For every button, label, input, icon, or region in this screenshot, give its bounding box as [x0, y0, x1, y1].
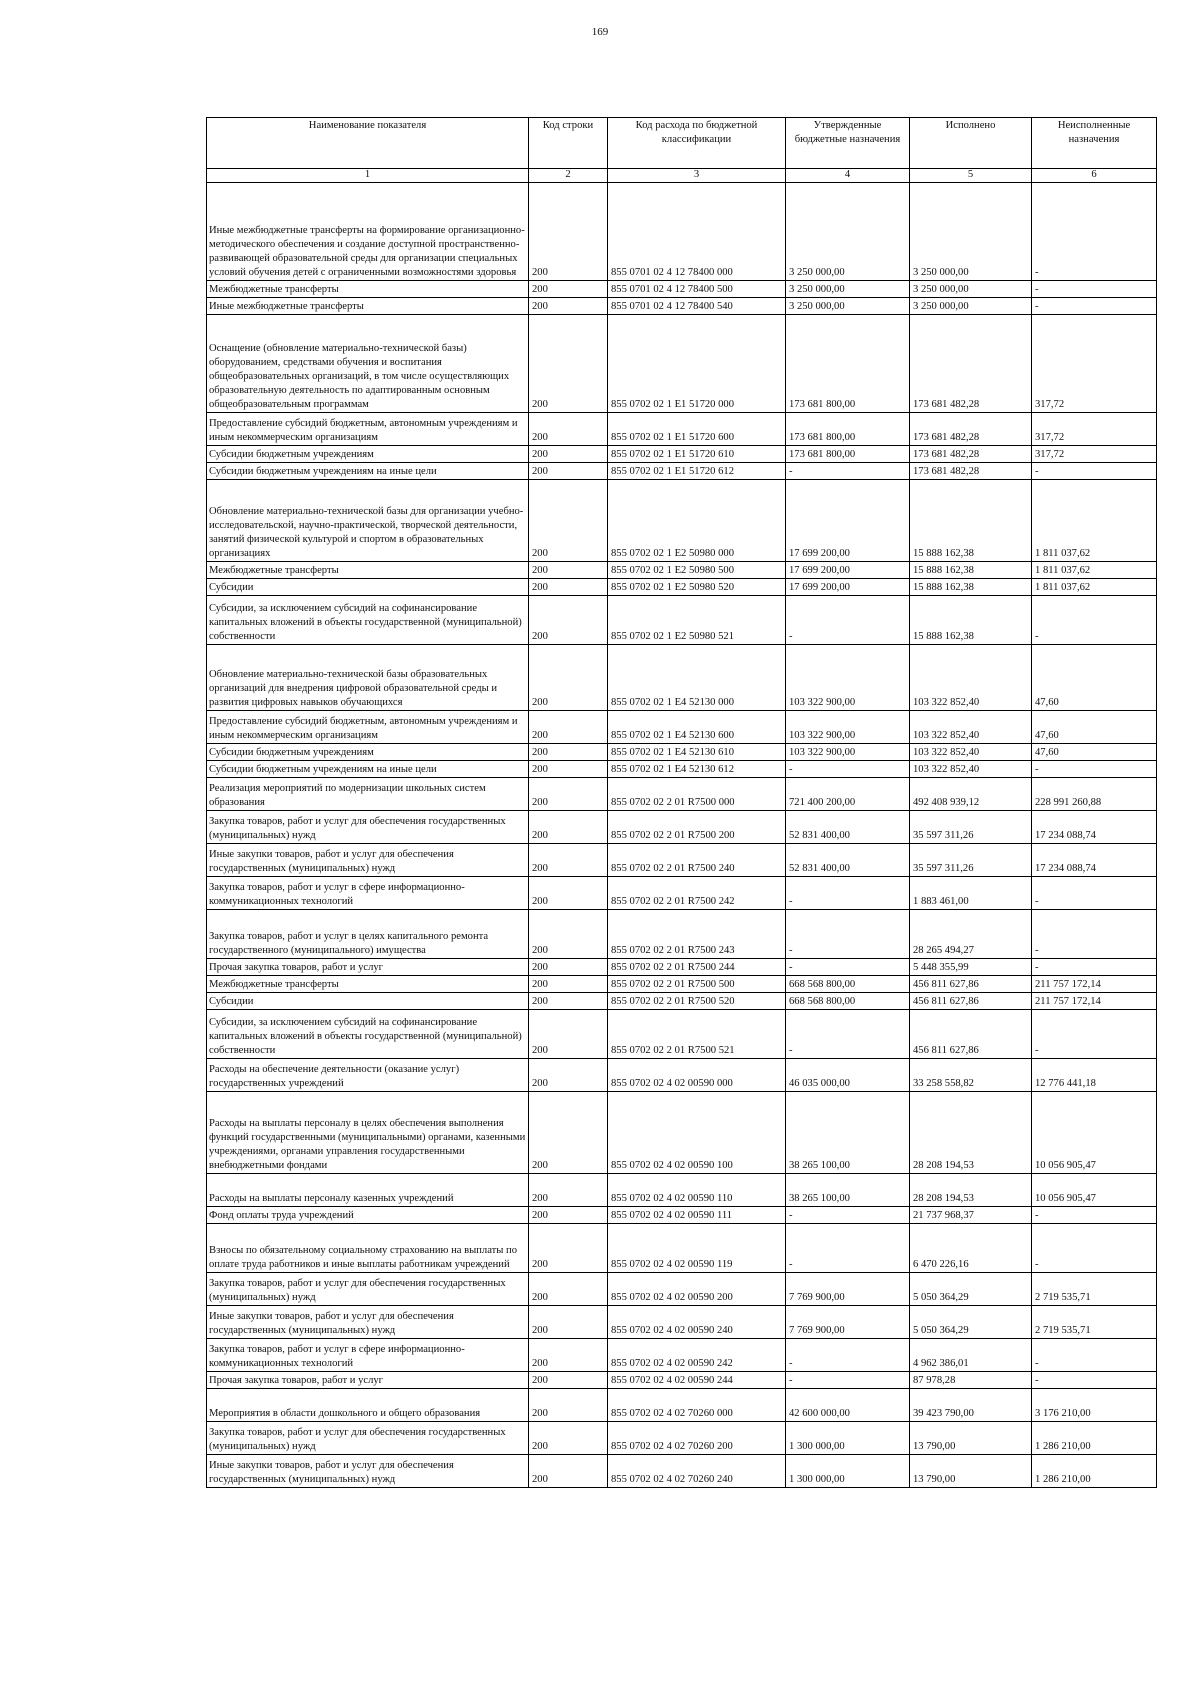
- column-number: 1: [207, 169, 529, 183]
- table-row: [207, 562, 1157, 579]
- cell-expense-code: 855 0702 02 1 E2 50980 500: [608, 562, 786, 579]
- cell-approved: 173 681 800,00: [786, 413, 910, 446]
- cell-executed: 173 681 482,28: [910, 463, 1032, 480]
- cell-expense-code: 855 0702 02 4 02 00590 200: [608, 1273, 786, 1306]
- cell-approved: -: [786, 910, 910, 959]
- cell-approved: 52 831 400,00: [786, 811, 910, 844]
- column-number: 2: [529, 169, 608, 183]
- cell-expense-code: 855 0702 02 2 01 R7500 200: [608, 811, 786, 844]
- cell-expense-code: 855 0702 02 2 01 R7500 242: [608, 877, 786, 910]
- cell-approved: 668 568 800,00: [786, 993, 910, 1010]
- table-body: [207, 183, 1157, 1488]
- cell-approved: -: [786, 1207, 910, 1224]
- table-row: [207, 446, 1157, 463]
- table-row: [207, 993, 1157, 1010]
- cell-unexecuted: -: [1032, 298, 1157, 315]
- cell-unexecuted: 10 056 905,47: [1032, 1174, 1157, 1207]
- table-row: [207, 1455, 1157, 1488]
- cell-name: Закупка товаров, работ и услуг в сфере информационно-коммуникационных технологий: [207, 877, 529, 910]
- cell-executed: 4 962 386,01: [910, 1339, 1032, 1372]
- table-row: [207, 1224, 1157, 1273]
- cell-approved: -: [786, 1372, 910, 1389]
- cell-unexecuted: 2 719 535,71: [1032, 1273, 1157, 1306]
- cell-line-code: 200: [529, 1059, 608, 1092]
- cell-unexecuted: -: [1032, 877, 1157, 910]
- cell-expense-code: 855 0701 02 4 12 78400 500: [608, 281, 786, 298]
- cell-unexecuted: -: [1032, 463, 1157, 480]
- cell-unexecuted: -: [1032, 1224, 1157, 1273]
- table-row: [207, 1372, 1157, 1389]
- cell-expense-code: 855 0702 02 4 02 00590 110: [608, 1174, 786, 1207]
- table-row: [207, 183, 1157, 281]
- cell-executed: 13 790,00: [910, 1422, 1032, 1455]
- cell-line-code: 200: [529, 1422, 608, 1455]
- cell-expense-code: 855 0702 02 1 E1 51720 000: [608, 315, 786, 413]
- cell-unexecuted: -: [1032, 183, 1157, 281]
- cell-executed: 456 811 627,86: [910, 993, 1032, 1010]
- cell-executed: 103 322 852,40: [910, 744, 1032, 761]
- cell-line-code: 200: [529, 959, 608, 976]
- table-row: [207, 910, 1157, 959]
- cell-unexecuted: 1 811 037,62: [1032, 562, 1157, 579]
- cell-approved: 38 265 100,00: [786, 1092, 910, 1174]
- cell-line-code: 200: [529, 1389, 608, 1422]
- cell-name: Обновление материально-технической базы для организации учебно-исследовательской, научно-практической, творческой деятельности, занятий физической культурой и спортом в образовательных организациях: [207, 480, 529, 562]
- cell-approved: -: [786, 959, 910, 976]
- table-row: [207, 959, 1157, 976]
- cell-expense-code: 855 0702 02 4 02 00590 240: [608, 1306, 786, 1339]
- cell-unexecuted: 317,72: [1032, 446, 1157, 463]
- cell-executed: 1 883 461,00: [910, 877, 1032, 910]
- cell-name: Закупка товаров, работ и услуг для обеспечения государственных (муниципальных) нужд: [207, 1422, 529, 1455]
- table-row: [207, 480, 1157, 562]
- cell-approved: 721 400 200,00: [786, 778, 910, 811]
- cell-line-code: 200: [529, 1273, 608, 1306]
- cell-expense-code: 855 0702 02 4 02 00590 000: [608, 1059, 786, 1092]
- cell-line-code: 200: [529, 811, 608, 844]
- cell-expense-code: 855 0702 02 1 E1 51720 612: [608, 463, 786, 480]
- table-row: [207, 811, 1157, 844]
- column-number: 3: [608, 169, 786, 183]
- cell-executed: 15 888 162,38: [910, 579, 1032, 596]
- table-row: [207, 1306, 1157, 1339]
- cell-unexecuted: -: [1032, 1207, 1157, 1224]
- cell-name: Иные закупки товаров, работ и услуг для обеспечения государственных (муниципальных) нужд: [207, 1306, 529, 1339]
- cell-line-code: 200: [529, 596, 608, 645]
- cell-name: Закупка товаров, работ и услуг для обеспечения государственных (муниципальных) нужд: [207, 1273, 529, 1306]
- cell-executed: 103 322 852,40: [910, 711, 1032, 744]
- cell-unexecuted: 2 719 535,71: [1032, 1306, 1157, 1339]
- cell-name: Оснащение (обновление материально-технической базы) оборудованием, средствами обучения и воспитания общеобразовательных организаций, в том числе осуществляющих образовательную деятельность по адаптированным основным общеобразовательным программам: [207, 315, 529, 413]
- cell-approved: 173 681 800,00: [786, 446, 910, 463]
- table-row: [207, 778, 1157, 811]
- cell-approved: 7 769 900,00: [786, 1306, 910, 1339]
- cell-unexecuted: 17 234 088,74: [1032, 844, 1157, 877]
- cell-expense-code: 855 0702 02 1 E4 52130 600: [608, 711, 786, 744]
- cell-name: Расходы на обеспечение деятельности (оказание услуг) государственных учреждений: [207, 1059, 529, 1092]
- cell-executed: 456 811 627,86: [910, 976, 1032, 993]
- cell-line-code: 200: [529, 1207, 608, 1224]
- table-row: [207, 298, 1157, 315]
- cell-unexecuted: 211 757 172,14: [1032, 993, 1157, 1010]
- cell-executed: 103 322 852,40: [910, 761, 1032, 778]
- cell-name: Расходы на выплаты персоналу в целях обеспечения выполнения функций государственными (муниципальными) органами, казенными учреждениями, органами управления государственными внебюджетными фондами: [207, 1092, 529, 1174]
- cell-executed: 28 265 494,27: [910, 910, 1032, 959]
- cell-unexecuted: -: [1032, 281, 1157, 298]
- cell-expense-code: 855 0702 02 4 02 00590 119: [608, 1224, 786, 1273]
- cell-line-code: 200: [529, 315, 608, 413]
- cell-line-code: 200: [529, 711, 608, 744]
- cell-name: Субсидии бюджетным учреждениям: [207, 446, 529, 463]
- cell-line-code: 200: [529, 844, 608, 877]
- header-indicator-name: Наименование показателя: [207, 118, 529, 169]
- cell-name: Расходы на выплаты персоналу казенных учреждений: [207, 1174, 529, 1207]
- cell-line-code: 200: [529, 1339, 608, 1372]
- table-row: [207, 1422, 1157, 1455]
- cell-expense-code: 855 0702 02 2 01 R7500 244: [608, 959, 786, 976]
- cell-expense-code: 855 0702 02 2 01 R7500 500: [608, 976, 786, 993]
- cell-name: Иные закупки товаров, работ и услуг для обеспечения государственных (муниципальных) нужд: [207, 1455, 529, 1488]
- cell-expense-code: 855 0702 02 2 01 R7500 000: [608, 778, 786, 811]
- cell-expense-code: 855 0702 02 2 01 R7500 240: [608, 844, 786, 877]
- cell-executed: 3 250 000,00: [910, 298, 1032, 315]
- header-approved: Утвержденные бюджетные назначения: [786, 118, 910, 169]
- cell-approved: 7 769 900,00: [786, 1273, 910, 1306]
- column-number: 6: [1032, 169, 1157, 183]
- cell-line-code: 200: [529, 480, 608, 562]
- cell-unexecuted: 47,60: [1032, 645, 1157, 711]
- cell-unexecuted: 47,60: [1032, 711, 1157, 744]
- cell-unexecuted: 1 811 037,62: [1032, 579, 1157, 596]
- cell-approved: 3 250 000,00: [786, 183, 910, 281]
- cell-line-code: 200: [529, 645, 608, 711]
- cell-unexecuted: -: [1032, 910, 1157, 959]
- table-row: [207, 1207, 1157, 1224]
- cell-name: Прочая закупка товаров, работ и услуг: [207, 1372, 529, 1389]
- cell-line-code: 200: [529, 1372, 608, 1389]
- cell-unexecuted: -: [1032, 1372, 1157, 1389]
- budget-execution-table: [206, 117, 1157, 1488]
- cell-approved: 103 322 900,00: [786, 744, 910, 761]
- cell-executed: 173 681 482,28: [910, 413, 1032, 446]
- cell-approved: 3 250 000,00: [786, 281, 910, 298]
- table-row: [207, 1092, 1157, 1174]
- cell-expense-code: 855 0702 02 4 02 00590 100: [608, 1092, 786, 1174]
- cell-unexecuted: 1 811 037,62: [1032, 480, 1157, 562]
- cell-executed: 15 888 162,38: [910, 480, 1032, 562]
- cell-unexecuted: 1 286 210,00: [1032, 1455, 1157, 1488]
- cell-unexecuted: 1 286 210,00: [1032, 1422, 1157, 1455]
- table-row: [207, 596, 1157, 645]
- cell-unexecuted: 12 776 441,18: [1032, 1059, 1157, 1092]
- cell-approved: -: [786, 596, 910, 645]
- table-row: [207, 844, 1157, 877]
- table-row: [207, 976, 1157, 993]
- cell-approved: 52 831 400,00: [786, 844, 910, 877]
- cell-expense-code: 855 0702 02 1 E1 51720 600: [608, 413, 786, 446]
- cell-name: Предоставление субсидий бюджетным, автономным учреждениям и иным некоммерческим организациям: [207, 413, 529, 446]
- cell-expense-code: 855 0702 02 1 E4 52130 612: [608, 761, 786, 778]
- column-number: 4: [786, 169, 910, 183]
- table-row: [207, 1059, 1157, 1092]
- cell-unexecuted: 317,72: [1032, 315, 1157, 413]
- cell-line-code: 200: [529, 1174, 608, 1207]
- table-row: [207, 1339, 1157, 1372]
- cell-approved: 46 035 000,00: [786, 1059, 910, 1092]
- cell-name: Межбюджетные трансферты: [207, 562, 529, 579]
- cell-unexecuted: 317,72: [1032, 413, 1157, 446]
- cell-name: Закупка товаров, работ и услуг для обеспечения государственных (муниципальных) нужд: [207, 811, 529, 844]
- cell-line-code: 200: [529, 298, 608, 315]
- cell-executed: 173 681 482,28: [910, 315, 1032, 413]
- cell-unexecuted: 17 234 088,74: [1032, 811, 1157, 844]
- table-row: [207, 744, 1157, 761]
- cell-expense-code: 855 0702 02 2 01 R7500 520: [608, 993, 786, 1010]
- cell-line-code: 200: [529, 1306, 608, 1339]
- cell-approved: 173 681 800,00: [786, 315, 910, 413]
- cell-executed: 456 811 627,86: [910, 1010, 1032, 1059]
- cell-approved: 1 300 000,00: [786, 1422, 910, 1455]
- cell-expense-code: 855 0702 02 2 01 R7500 521: [608, 1010, 786, 1059]
- cell-executed: 3 250 000,00: [910, 183, 1032, 281]
- cell-approved: 103 322 900,00: [786, 645, 910, 711]
- cell-unexecuted: -: [1032, 596, 1157, 645]
- cell-line-code: 200: [529, 463, 608, 480]
- table-row: [207, 315, 1157, 413]
- cell-line-code: 200: [529, 281, 608, 298]
- cell-expense-code: 855 0702 02 4 02 00590 244: [608, 1372, 786, 1389]
- cell-approved: -: [786, 761, 910, 778]
- cell-approved: 103 322 900,00: [786, 711, 910, 744]
- cell-approved: 42 600 000,00: [786, 1389, 910, 1422]
- cell-executed: 28 208 194,53: [910, 1174, 1032, 1207]
- cell-unexecuted: -: [1032, 1339, 1157, 1372]
- cell-line-code: 200: [529, 1092, 608, 1174]
- cell-name: Реализация мероприятий по модернизации школьных систем образования: [207, 778, 529, 811]
- cell-expense-code: 855 0702 02 1 E2 50980 520: [608, 579, 786, 596]
- cell-line-code: 200: [529, 744, 608, 761]
- cell-unexecuted: -: [1032, 959, 1157, 976]
- cell-unexecuted: 211 757 172,14: [1032, 976, 1157, 993]
- cell-line-code: 200: [529, 1455, 608, 1488]
- cell-name: Субсидии бюджетным учреждениям: [207, 744, 529, 761]
- cell-name: Иные межбюджетные трансферты на формирование организационно-методического обеспечения и создание доступной пространственно-развивающей образовательной среды для организации специальных условий обучения детей с ограниченными возможностями здоровья: [207, 183, 529, 281]
- cell-name: Прочая закупка товаров, работ и услуг: [207, 959, 529, 976]
- cell-line-code: 200: [529, 993, 608, 1010]
- cell-expense-code: 855 0702 02 4 02 00590 111: [608, 1207, 786, 1224]
- cell-executed: 5 050 364,29: [910, 1273, 1032, 1306]
- table-row: [207, 761, 1157, 778]
- cell-executed: 492 408 939,12: [910, 778, 1032, 811]
- cell-line-code: 200: [529, 183, 608, 281]
- cell-expense-code: 855 0702 02 1 E2 50980 521: [608, 596, 786, 645]
- cell-unexecuted: 10 056 905,47: [1032, 1092, 1157, 1174]
- cell-executed: 35 597 311,26: [910, 811, 1032, 844]
- table-row: [207, 1174, 1157, 1207]
- header-line-code: Код строки: [529, 118, 608, 169]
- cell-line-code: 200: [529, 446, 608, 463]
- cell-approved: -: [786, 1224, 910, 1273]
- cell-name: Предоставление субсидий бюджетным, автономным учреждениям и иным некоммерческим организациям: [207, 711, 529, 744]
- cell-name: Взносы по обязательному социальному страхованию на выплаты по оплате труда работников и иные выплаты работникам учреждений: [207, 1224, 529, 1273]
- cell-name: Субсидии: [207, 993, 529, 1010]
- cell-line-code: 200: [529, 413, 608, 446]
- cell-executed: 33 258 558,82: [910, 1059, 1032, 1092]
- cell-name: Мероприятия в области дошкольного и общего образования: [207, 1389, 529, 1422]
- cell-executed: 103 322 852,40: [910, 645, 1032, 711]
- table-row: [207, 579, 1157, 596]
- cell-expense-code: 855 0701 02 4 12 78400 540: [608, 298, 786, 315]
- table-row: [207, 463, 1157, 480]
- cell-unexecuted: -: [1032, 761, 1157, 778]
- cell-executed: 173 681 482,28: [910, 446, 1032, 463]
- table-row: [207, 645, 1157, 711]
- table-row: [207, 877, 1157, 910]
- cell-unexecuted: 3 176 210,00: [1032, 1389, 1157, 1422]
- cell-name: Субсидии бюджетным учреждениям на иные цели: [207, 761, 529, 778]
- cell-name: Закупка товаров, работ и услуг в сфере информационно-коммуникационных технологий: [207, 1339, 529, 1372]
- cell-approved: 17 699 200,00: [786, 562, 910, 579]
- cell-approved: 1 300 000,00: [786, 1455, 910, 1488]
- page-number: 169: [591, 26, 609, 38]
- cell-name: Фонд оплаты труда учреждений: [207, 1207, 529, 1224]
- cell-expense-code: 855 0702 02 1 E2 50980 000: [608, 480, 786, 562]
- cell-name: Обновление материально-технической базы образовательных организаций для внедрения цифровой образовательной среды и развития цифровых навыков обучающихся: [207, 645, 529, 711]
- cell-approved: -: [786, 877, 910, 910]
- table-row: [207, 1273, 1157, 1306]
- cell-executed: 39 423 790,00: [910, 1389, 1032, 1422]
- cell-unexecuted: 47,60: [1032, 744, 1157, 761]
- cell-line-code: 200: [529, 976, 608, 993]
- cell-approved: -: [786, 1010, 910, 1059]
- cell-unexecuted: 228 991 260,88: [1032, 778, 1157, 811]
- cell-executed: 15 888 162,38: [910, 596, 1032, 645]
- table-row: [207, 413, 1157, 446]
- cell-executed: 3 250 000,00: [910, 281, 1032, 298]
- cell-line-code: 200: [529, 778, 608, 811]
- cell-approved: 17 699 200,00: [786, 480, 910, 562]
- cell-expense-code: 855 0702 02 4 02 70260 000: [608, 1389, 786, 1422]
- cell-line-code: 200: [529, 877, 608, 910]
- column-number: 5: [910, 169, 1032, 183]
- cell-line-code: 200: [529, 562, 608, 579]
- cell-approved: -: [786, 463, 910, 480]
- cell-expense-code: 855 0702 02 1 E4 52130 000: [608, 645, 786, 711]
- cell-executed: 13 790,00: [910, 1455, 1032, 1488]
- cell-executed: 28 208 194,53: [910, 1092, 1032, 1174]
- cell-executed: 87 978,28: [910, 1372, 1032, 1389]
- cell-name: Межбюджетные трансферты: [207, 281, 529, 298]
- table-row: [207, 1010, 1157, 1059]
- cell-expense-code: 855 0702 02 1 E4 52130 610: [608, 744, 786, 761]
- header-executed: Исполнено: [910, 118, 1032, 169]
- cell-name: Субсидии, за исключением субсидий на софинансирование капитальных вложений в объекты государственной (муниципальной) собственности: [207, 1010, 529, 1059]
- cell-expense-code: 855 0702 02 4 02 70260 200: [608, 1422, 786, 1455]
- cell-approved: 38 265 100,00: [786, 1174, 910, 1207]
- cell-name: Иные закупки товаров, работ и услуг для обеспечения государственных (муниципальных) нужд: [207, 844, 529, 877]
- cell-expense-code: 855 0701 02 4 12 78400 000: [608, 183, 786, 281]
- cell-expense-code: 855 0702 02 1 E1 51720 610: [608, 446, 786, 463]
- cell-executed: 5 448 355,99: [910, 959, 1032, 976]
- table-row: [207, 1389, 1157, 1422]
- cell-name: Межбюджетные трансферты: [207, 976, 529, 993]
- cell-line-code: 200: [529, 1224, 608, 1273]
- cell-executed: 35 597 311,26: [910, 844, 1032, 877]
- cell-approved: 668 568 800,00: [786, 976, 910, 993]
- cell-line-code: 200: [529, 579, 608, 596]
- cell-approved: 3 250 000,00: [786, 298, 910, 315]
- header-unexecuted: Неисполненные назначения: [1032, 118, 1157, 169]
- cell-executed: 5 050 364,29: [910, 1306, 1032, 1339]
- header-expense-code: Код расхода по бюджетной классификации: [608, 118, 786, 169]
- cell-executed: 21 737 968,37: [910, 1207, 1032, 1224]
- cell-name: Иные межбюджетные трансферты: [207, 298, 529, 315]
- cell-name: Субсидии бюджетным учреждениям на иные цели: [207, 463, 529, 480]
- cell-line-code: 200: [529, 761, 608, 778]
- cell-executed: 15 888 162,38: [910, 562, 1032, 579]
- cell-approved: 17 699 200,00: [786, 579, 910, 596]
- cell-approved: -: [786, 1339, 910, 1372]
- cell-unexecuted: -: [1032, 1010, 1157, 1059]
- cell-line-code: 200: [529, 1010, 608, 1059]
- cell-name: Субсидии: [207, 579, 529, 596]
- cell-executed: 6 470 226,16: [910, 1224, 1032, 1273]
- cell-line-code: 200: [529, 910, 608, 959]
- cell-name: Субсидии, за исключением субсидий на софинансирование капитальных вложений в объекты государственной (муниципальной) собственности: [207, 596, 529, 645]
- table-row: [207, 711, 1157, 744]
- table-row: [207, 281, 1157, 298]
- cell-expense-code: 855 0702 02 2 01 R7500 243: [608, 910, 786, 959]
- cell-name: Закупка товаров, работ и услуг в целях капитального ремонта государственного (муниципального) имущества: [207, 910, 529, 959]
- cell-expense-code: 855 0702 02 4 02 00590 242: [608, 1339, 786, 1372]
- cell-expense-code: 855 0702 02 4 02 70260 240: [608, 1455, 786, 1488]
